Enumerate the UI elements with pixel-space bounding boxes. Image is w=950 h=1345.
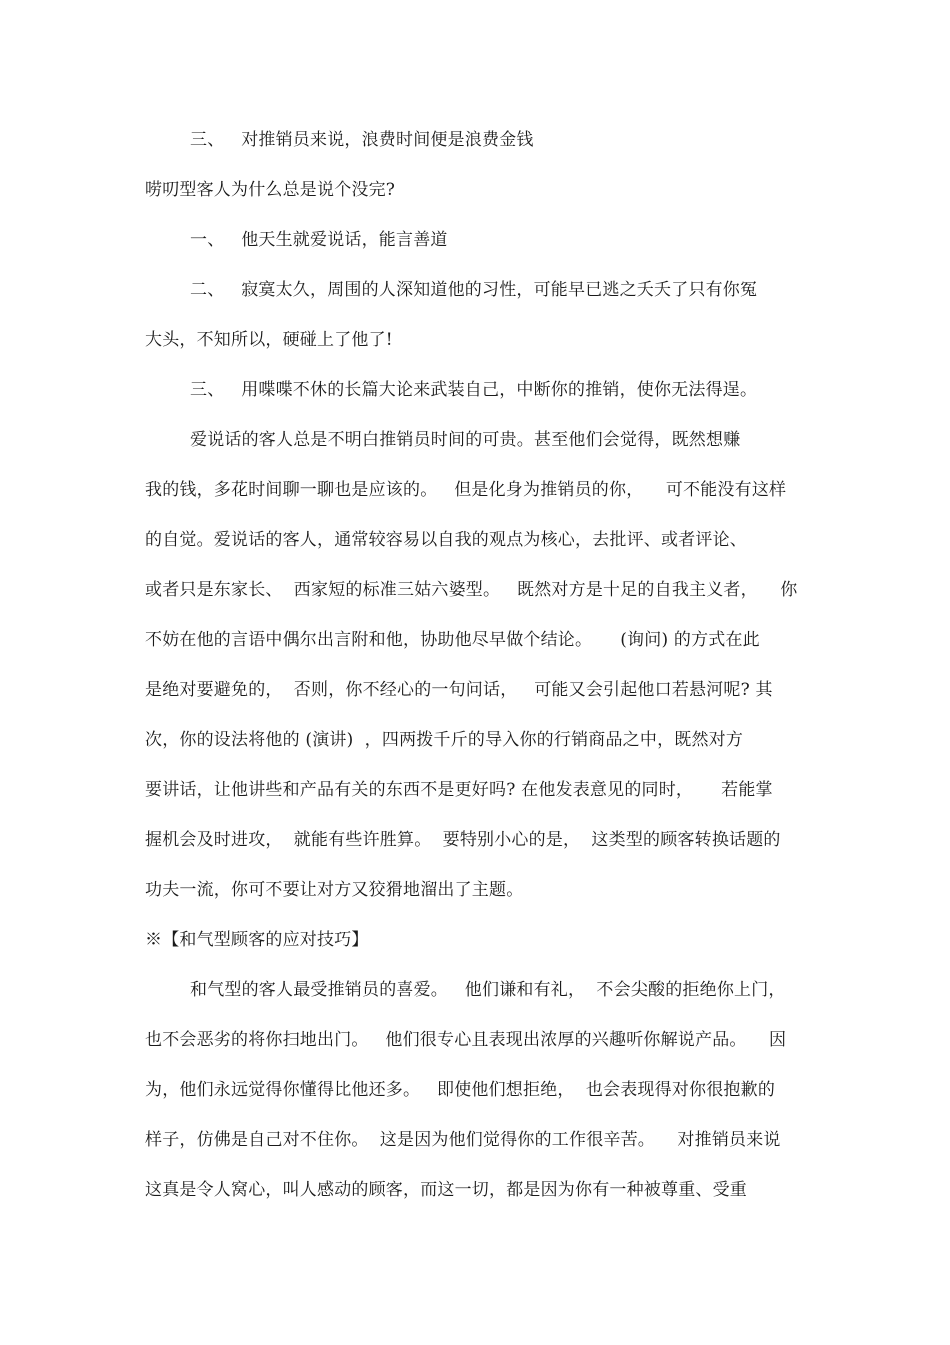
paragraph-line: 样子，仿佛是自己对不住你。 这是因为他们觉得你的工作很辛苦。 对推销员来说 bbox=[145, 1130, 781, 1150]
paragraph-line: 握机会及时进攻， 就能有些许胜算。 要特别小心的是， 这类型的顾客转换话题的 bbox=[145, 830, 781, 850]
paragraph-line: 功夫一流，你可不要让对方又狡猾地溜出了主题。 bbox=[145, 880, 524, 900]
list-item: 二、 寂寞太久，周围的人深知道他的习性，可能早已逃之夭夭了只有你冤 bbox=[190, 280, 758, 300]
paragraph-line: 这真是令人窝心，叫人感动的顾客，而这一切，都是因为你有一种被尊重、受重 bbox=[145, 1180, 747, 1200]
section-question: 唠叨型客人为什么总是说个没完? bbox=[145, 180, 396, 200]
paragraph-line: 我的钱，多花时间聊一聊也是应该的。 但是化身为推销员的你， 可不能没有这样 bbox=[145, 480, 787, 500]
list-item-continuation: 大头，不知所以，硬碰上了他了! bbox=[145, 330, 393, 350]
list-item-heading: 三、 对推销员来说，浪费时间便是浪费金钱 bbox=[190, 130, 534, 150]
list-item: 三、 用喋喋不休的长篇大论来武装自己，中断你的推销，使你无法得逞。 bbox=[190, 380, 758, 400]
paragraph-line: 或者只是东家长、 西家短的标准三姑六婆型。 既然对方是十足的自我主义者， 你 bbox=[145, 580, 798, 600]
paragraph-line: 爱说话的客人总是不明白推销员时间的可贵。甚至他们会觉得，既然想赚 bbox=[190, 430, 741, 450]
paragraph-line: 要讲话，让他讲些和产品有关的东西不是更好吗? 在他发表意见的同时， 若能掌 bbox=[145, 780, 773, 800]
paragraph-line: 是绝对要避免的， 否则，你不经心的一句问话， 可能又会引起他口若悬河呢? 其 bbox=[145, 680, 773, 700]
paragraph-line: 为，他们永远觉得你懂得比他还多。 即使他们想拒绝， 也会表现得对你很抱歉的 bbox=[145, 1080, 776, 1100]
list-item: 一、 他天生就爱说话，能言善道 bbox=[190, 230, 448, 250]
paragraph-line: 不妨在他的言语中偶尔出言附和他，协助他尽早做个结论。 (询问) 的方式在此 bbox=[145, 630, 760, 650]
paragraph-line: 的自觉。爱说话的客人，通常较容易以自我的观点为核心，去批评、或者评论、 bbox=[145, 530, 747, 550]
paragraph-line: 也不会恶劣的将你扫地出门。 他们很专心且表现出浓厚的兴趣听你解说产品。 因 bbox=[145, 1030, 787, 1050]
section-heading: ※【和气型顾客的应对技巧】 bbox=[145, 930, 369, 950]
paragraph-line: 和气型的客人最受推销员的喜爱。 他们谦和有礼， 不会尖酸的拒绝你上门， bbox=[190, 980, 786, 1000]
paragraph-line: 次，你的设法将他的 (演讲) ，四两拨千斤的导入你的行销商品之中，既然对方 bbox=[145, 730, 744, 750]
